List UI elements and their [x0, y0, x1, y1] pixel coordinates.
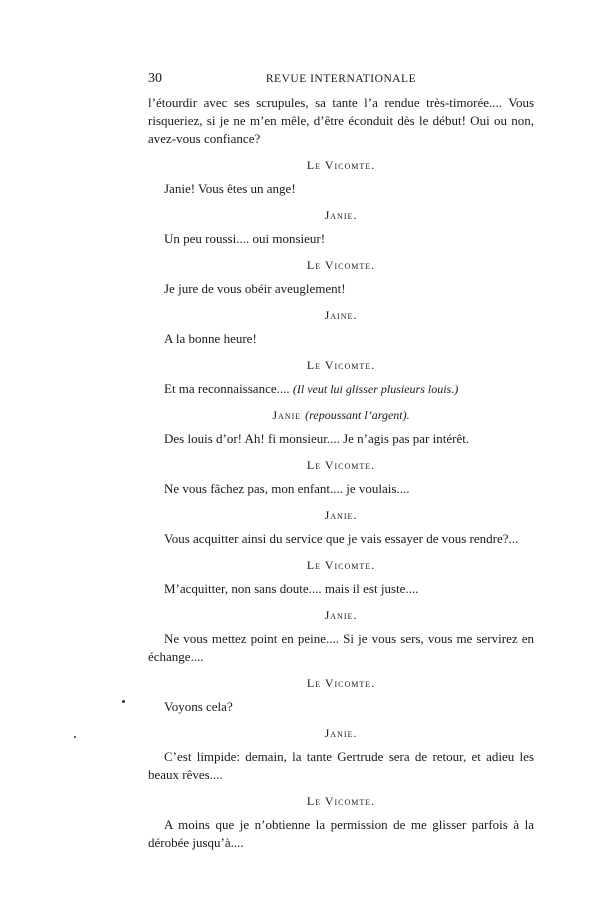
scan-speck	[74, 736, 76, 738]
speaker-name: Le Vicomte.	[306, 158, 376, 172]
dialogue-block	[148, 406, 534, 448]
speaker-name: Le Vicomte.	[306, 558, 376, 572]
dialogue-block	[148, 306, 534, 348]
speaker-name: Le Vicomte.	[306, 458, 376, 472]
dialogue-line: C’est limpide: demain, la tante Gertrude sera de retour, et adieu les beaux rêves....	[148, 749, 534, 782]
dialogue-line: A moins que je n’obtienne la permission de me glisser parfois à la dérobée jusqu’à....	[148, 817, 534, 850]
speaker-name: Janie	[272, 408, 302, 422]
speaker-name: Janie.	[324, 726, 358, 740]
dialogue-block	[148, 206, 534, 248]
speaker-stage-direction: (repoussant l’argent).	[305, 408, 410, 422]
dialogue-block	[148, 156, 534, 198]
dialogue-block	[148, 792, 534, 852]
speaker-name: Le Vicomte.	[306, 794, 376, 808]
page-number: 30	[148, 71, 162, 86]
dialogue-line: Des louis d’or! Ah! fi monsieur.... Je n’agis pas par intérêt.	[164, 431, 470, 446]
page-header	[148, 70, 534, 90]
dialogue-block	[148, 456, 534, 498]
running-title: REVUE INTERNATIONALE	[265, 73, 417, 85]
dialogue-line: Ne vous fâchez pas, mon enfant.... je voulais....	[164, 481, 410, 496]
dialogue-block	[148, 556, 534, 598]
dialogue-line: M’acquitter, non sans doute.... mais il est juste....	[164, 581, 419, 596]
speaker-name: Janie.	[324, 508, 358, 522]
dialogue-block	[148, 356, 534, 398]
speaker-name: Janie.	[324, 208, 358, 222]
book-page	[148, 70, 534, 854]
speaker-name: Le Vicomte.	[306, 258, 376, 272]
dialogue-block	[148, 724, 534, 784]
scan-speck	[122, 700, 125, 703]
speaker-name: Jaine.	[324, 308, 358, 322]
dialogue-line: Voyons cela?	[164, 699, 233, 714]
dialogue-line: Je jure de vous obéir aveuglement!	[164, 281, 346, 296]
dialogue-line: A la bonne heure!	[164, 331, 257, 346]
dialogue-block	[148, 674, 534, 716]
dialogue-block	[148, 606, 534, 666]
dialogue-block	[148, 506, 534, 548]
dialogue-line: Vous acquitter ainsi du service que je vais essayer de vous rendre?...	[164, 531, 519, 546]
dialogue-text: Et ma reconnaissance....	[164, 381, 293, 396]
dialogue-line: Un peu roussi.... oui monsieur!	[164, 231, 326, 246]
dialogue-line: Janie! Vous êtes un ange!	[164, 181, 296, 196]
stage-direction: (Il veut lui glisser plusieurs louis.)	[292, 382, 459, 396]
dialogue-block	[148, 256, 534, 298]
speaker-heading	[148, 406, 534, 424]
speaker-name: Le Vicomte.	[306, 676, 376, 690]
opening-paragraph: l’étourdir avec ses scrupules, sa tante l’a rendue très-timorée.... Vous risqueriez, si je ne m’en mêle, d’être éconduit dès le début! Oui ou non, avez-vous confiance?	[148, 95, 534, 146]
dialogue-line: Ne vous mettez point en peine.... Si je vous sers, vous me servirez en échange....	[148, 631, 534, 664]
speaker-name: Janie.	[324, 608, 358, 622]
speaker-name: Le Vicomte.	[306, 358, 376, 372]
dialogue-line	[148, 380, 534, 398]
